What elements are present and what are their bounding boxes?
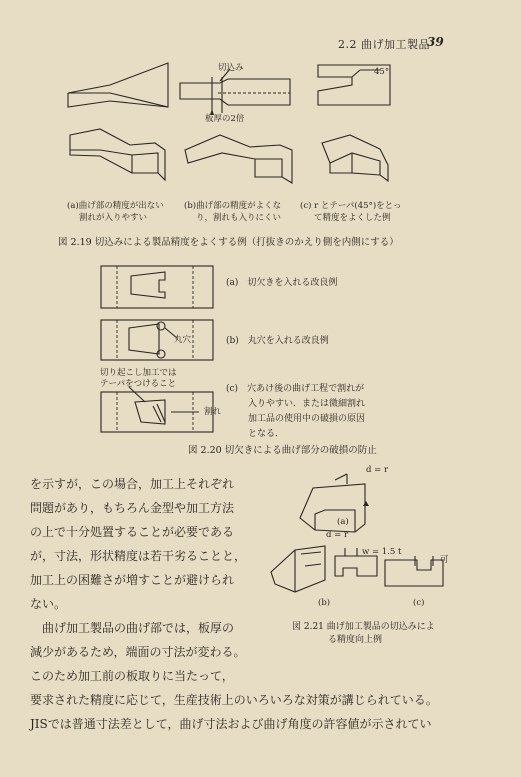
fig220a-plate [101, 266, 213, 308]
fig220-label-kirioko-line1: 切り起こし加工では [100, 368, 177, 378]
fig219a-blank [68, 63, 168, 107]
fig219-caption-a [67, 200, 164, 224]
fig219-caption-a-line2: 割れが入りやすい [79, 213, 148, 223]
fig221-drawing [265, 470, 465, 610]
fig219b-blank [180, 69, 290, 115]
fig219-caption-c-line2: て精度をよくした例 [314, 213, 391, 223]
fig220b-plate [101, 320, 213, 360]
fig220-label-ware: 割れ [204, 407, 222, 417]
fig221-label-b: (b) [318, 598, 331, 608]
body-line-11: JISでは普通寸法差として，曲げ寸法および曲げ角度の許容値が示されてい [30, 717, 432, 731]
fig221c-part [385, 556, 443, 586]
fig221-caption-line1: 図 2.21 曲げ加工製品の切込みによ [292, 622, 435, 632]
fig219b-bent-part [185, 135, 292, 183]
fig220-label-kirioko-line2: テーパをつけること [100, 379, 177, 389]
fig219-label-thickness: 板厚の2倍 [205, 114, 245, 124]
body-line-10: 要求された精度に応じて，生産技術上のいろいろな対策が講じられている。 [30, 693, 438, 707]
fig219-caption-a-line1: (a)曲げ部の精度が出ない [67, 201, 164, 211]
fig219-caption-b-line2: り，割れも入りにくい [196, 213, 282, 223]
fig219-caption-c-line1: (c) r とテーパ(45°)をとっ [300, 201, 402, 211]
fig219-title: 図 2.19 切込みによる製品精度をよくする例（打抜きのかえり側を内側にする） [58, 237, 399, 248]
fig220-desc-c-line3: 加工品の使用中の破損の原因 [248, 414, 366, 424]
fig220-title: 図 2.20 切欠きによる曲げ部分の破損の防止 [188, 445, 377, 456]
fig221-caption [292, 621, 435, 647]
body-line-1: を示すが，この場合，加工上それぞれ [30, 477, 235, 491]
fig221-label-d-r-top: d = r [366, 465, 389, 475]
fig219a-bent-part [70, 129, 165, 180]
fig219-caption-b-line1: (b)曲げ部の精度がよくな [184, 201, 282, 211]
fig219-caption-c [300, 200, 401, 224]
body-line-4: が，寸法，形状精度は若干劣ることと， [30, 549, 247, 563]
body-line-9: このため加工前の板取りに当たって， [30, 669, 234, 683]
body-line-6: ない。 [30, 597, 67, 611]
page-number: 39 [427, 35, 444, 49]
fig220c-plate [101, 387, 213, 432]
body-line-3: の上で十分処置することが必要である [30, 525, 235, 539]
fig219-caption-b [184, 200, 281, 224]
fig220-desc-c-line1: (c) 穴あけ後の曲げ工程で割れが [226, 384, 365, 394]
fig221-label-d-r-mid: d = r [326, 530, 349, 540]
fig220-label-marunana: 丸穴 [174, 335, 192, 345]
fig219c-bent-part [322, 135, 388, 181]
fig220-label-kirioko [100, 368, 177, 390]
fig220-desc-a: (a) 切欠きを入れる改良例 [226, 278, 338, 288]
fig219-label-angle: 45° [374, 67, 390, 77]
fig219-label-kirikomi: 切込み [218, 63, 244, 73]
fig220-desc-c-line4: となる． [248, 429, 285, 439]
body-line-2: 問題があり，もちろん金型や加工方法 [30, 501, 235, 515]
running-header-section: 2.2 曲げ加工製品 [338, 38, 430, 51]
fig221-caption-line2: る精度向上例 [328, 635, 383, 645]
fig220-desc-b: (b) 丸穴を入れる改良例 [226, 336, 329, 346]
fig221-label-ka: 可 [440, 555, 449, 565]
fig221-label-a: (a) [337, 517, 349, 527]
fig220-desc-c-line2: 入りやすい．または微細割れ [248, 399, 366, 409]
fig221-label-w: w = 1.5 t [362, 547, 402, 557]
fig220-desc-c [226, 382, 365, 442]
fig221-label-c: (c) [413, 598, 425, 608]
body-line-8: 減少があるため，端面の寸法が変わる。 [30, 645, 246, 659]
body-line-7: 曲げ加工製品の曲げ部では，板厚の [30, 621, 235, 635]
body-line-5: 加工上の困難さが増すことが避けられ [30, 573, 235, 587]
fig221a-part [300, 474, 369, 532]
